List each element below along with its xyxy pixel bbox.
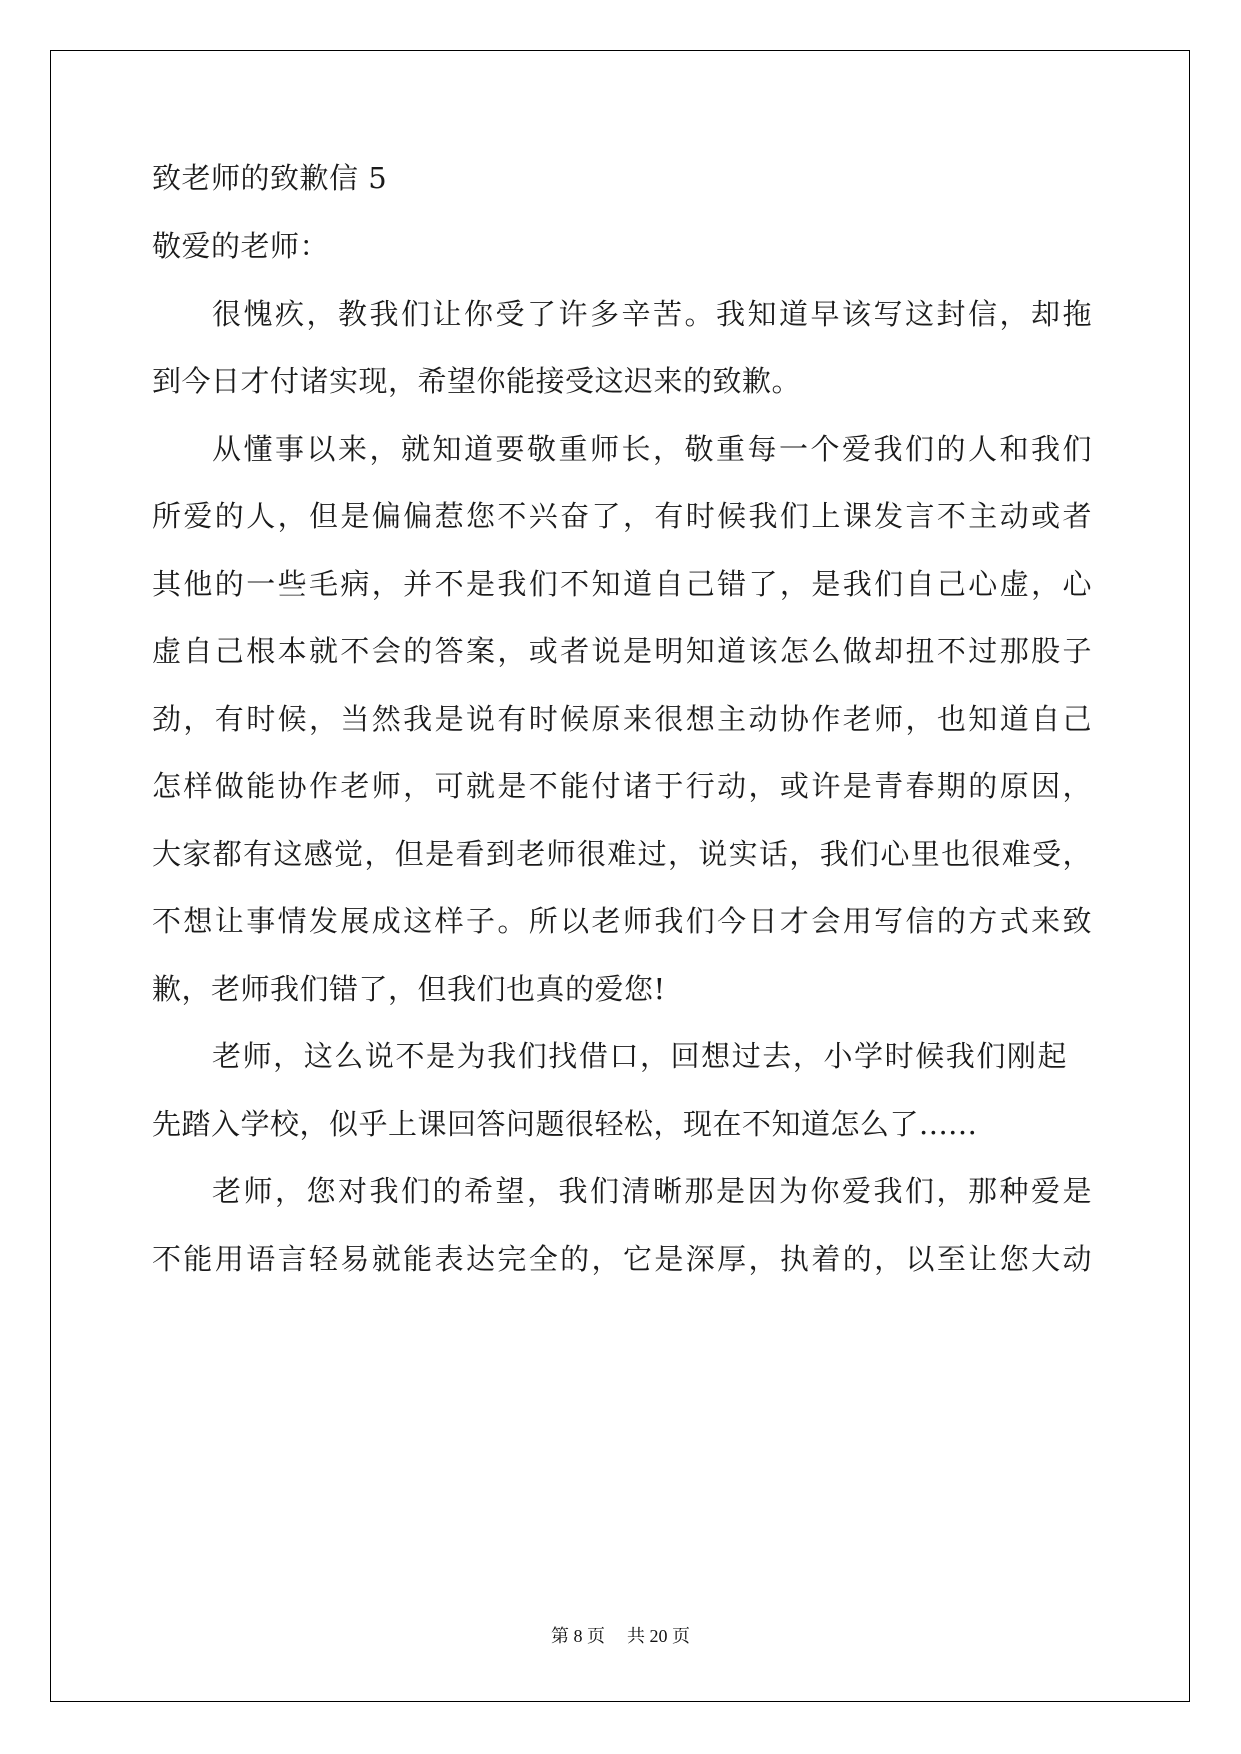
paragraph-3-line-1: 老师，这么说不是为我们找借口，回想过去，小学时候我们刚起	[212, 1039, 1067, 1073]
paragraph-1-line-1: 很愧疚，教我们让你受了许多辛苦。我知道早该写这封信，却拖	[212, 297, 1092, 331]
paragraph-2-line-8: 不想让事情发展成这样子。所以老师我们今日才会用写信的方式来致	[152, 904, 1092, 938]
page-number-total: 共 20 页	[627, 1626, 690, 1646]
paragraph-2-line-3: 其他的一些毛病，并不是我们不知道自己错了，是我们自己心虚，心	[152, 567, 1092, 601]
paragraph-2-line-4: 虚自己根本就不会的答案，或者说是明知道该怎么做却扭不过那股子	[152, 634, 1092, 668]
document-title: 致老师的致歉信 5	[152, 161, 388, 195]
paragraph-4-line-1: 老师，您对我们的希望，我们清晰那是因为你爱我们，那种爱是	[212, 1174, 1092, 1208]
paragraph-2-line-5: 劲，有时候，当然我是说有时候原来很想主动协作老师，也知道自己	[152, 702, 1092, 736]
salutation: 敬爱的老师：	[152, 229, 330, 263]
paragraph-3-line-2: 先踏入学校，似乎上课回答问题很轻松，现在不知道怎么了......	[152, 1107, 978, 1141]
paragraph-2-line-9: 歉，老师我们错了，但我们也真的爱您!	[152, 972, 666, 1006]
paragraph-4-line-2: 不能用语言轻易就能表达完全的，它是深厚，执着的，以至让您大动	[152, 1242, 1092, 1276]
paragraph-1-line-2: 到今日才付诸实现，希望你能接受这迟来的致歉。	[152, 364, 802, 398]
paragraph-2-line-2: 所爱的人，但是偏偏惹您不兴奋了，有时候我们上课发言不主动或者	[152, 499, 1092, 533]
page-footer	[0, 1622, 1241, 1648]
paragraph-2-line-7: 大家都有这感觉，但是看到老师很难过，说实话，我们心里也很难受，	[152, 837, 1092, 871]
paragraph-2-line-6: 怎样做能协作老师，可就是不能付诸于行动，或许是青春期的原因，	[152, 769, 1092, 803]
paragraph-2-line-1: 从懂事以来，就知道要敬重师长，敬重每一个爱我们的人和我们	[212, 432, 1092, 466]
page-number-current: 第 8 页	[551, 1626, 605, 1646]
